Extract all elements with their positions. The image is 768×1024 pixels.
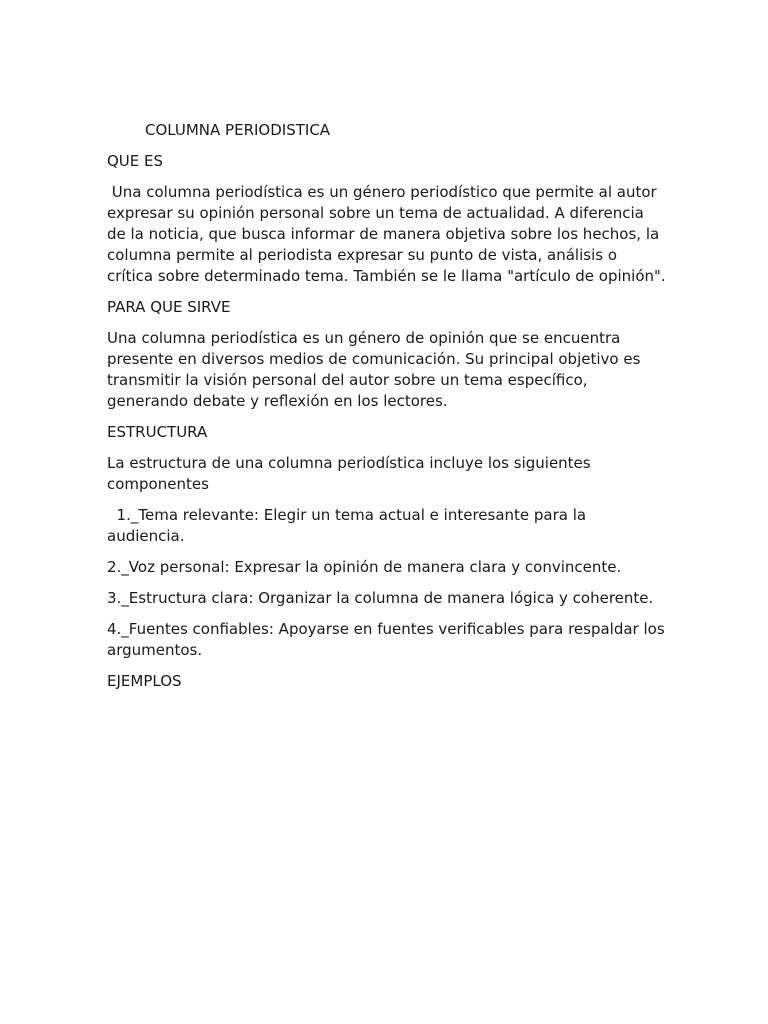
section-heading-que-es: QUE ES [107,152,164,170]
list-item-voz-personal: 2._Voz personal: Expresar la opinión de manera clara y convincente. [107,558,622,576]
section-heading-estructura: ESTRUCTURA [107,423,208,441]
list-item-tema-relevante: 1._Tema relevante: Elegir un tema actual e interesante para la audiencia. [107,506,591,545]
document-title: COLUMNA PERIODISTICA [145,121,331,139]
list-item-fuentes-confiables: 4._Fuentes confiables: Apoyarse en fuentes verificables para respaldar los argumentos. [107,620,670,659]
paragraph-para-que-sirve: Una columna periodística es un género de opinión que se encuentra presente en diversos medios de comunicación. Su principal objetivo es transmitir la visión personal del autor sobre un tema específico, generando debate y reflexión en los lectores. [107,329,646,410]
list-item-estructura-clara: 3._Estructura clara: Organizar la columna de manera lógica y coherente. [107,589,654,607]
section-heading-para-que-sirve: PARA QUE SIRVE [107,298,231,316]
document-page [107,120,670,702]
paragraph-que-es: Una columna periodística es un género periodístico que permite al autor expresar su opinión personal sobre un tema de actualidad. A diferencia de la noticia, que busca informar de manera objetiva sobre los hechos, la columna permite al periodista expresar su punto de vista, análisis o crítica sobre determinado tema. También se le llama "artículo de opinión". [107,183,666,285]
section-heading-ejemplos: EJEMPLOS [107,672,182,690]
paragraph-estructura-intro: La estructura de una columna periodística incluye los siguientes componentes [107,454,596,493]
